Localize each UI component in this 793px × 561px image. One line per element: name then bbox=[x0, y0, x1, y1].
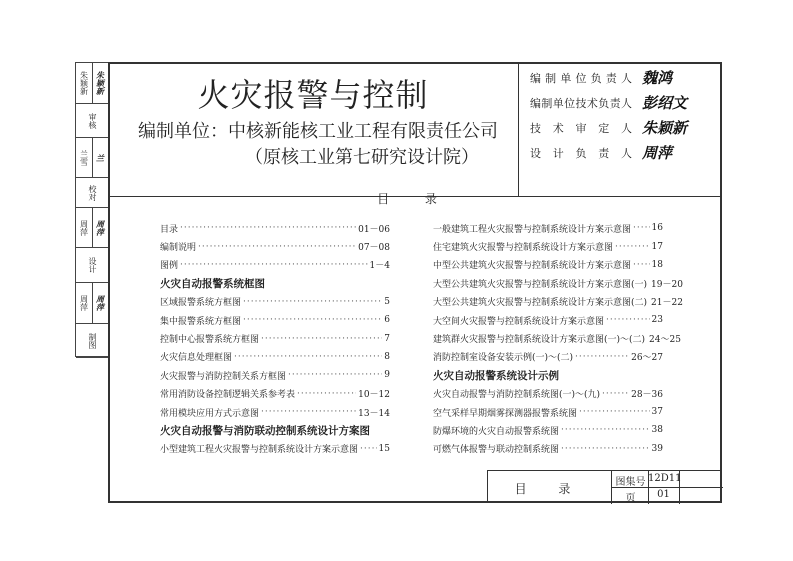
sheet-name: 目 录 bbox=[514, 482, 585, 496]
toc-entry[interactable] bbox=[433, 403, 663, 421]
atlas-number-label: 图集号 bbox=[615, 477, 646, 488]
toc-entry-label: 编制说明 bbox=[160, 243, 197, 254]
toc-entry-label: 一般建筑工程火灾报警与控制系统设计方案示意图 bbox=[433, 224, 632, 235]
toc-entry-page: 28－36 bbox=[631, 390, 663, 401]
compiling-unit-former: （原核工业第七研究设计院） bbox=[245, 147, 479, 168]
toc-entry-page: 8 bbox=[384, 351, 390, 362]
toc-entry[interactable] bbox=[433, 274, 683, 292]
sidebar-label: 周萍 bbox=[79, 219, 89, 236]
responsible-role: 编 制 单 位 技 术 负 责 人 bbox=[530, 97, 632, 110]
toc-entry-page: 7 bbox=[384, 333, 390, 344]
document-title: 火灾报警与控制 bbox=[197, 76, 429, 114]
divider bbox=[518, 62, 519, 197]
toc-entry-label: 常用模块应用方式示意图 bbox=[160, 408, 260, 419]
toc-title: 目 录 bbox=[377, 192, 453, 206]
atlas-number: 12D11 bbox=[648, 473, 682, 484]
toc-entry-label: 大型公共建筑火灾报警与控制系统设计方案示意图(二) bbox=[433, 298, 648, 309]
toc-entry-page: 9 bbox=[384, 370, 390, 381]
toc-entry-page: 10－12 bbox=[358, 390, 390, 401]
toc-entry-label: 目录 bbox=[160, 224, 179, 235]
toc-entry-page: 38 bbox=[651, 425, 663, 436]
toc-entry-label: 大型公共建筑火灾报警与控制系统设计方案示意图(一) bbox=[433, 279, 648, 290]
toc-entry-label: 区域报警系统方框图 bbox=[160, 298, 242, 309]
toc-entry[interactable] bbox=[160, 403, 390, 421]
handwritten-signature: 朱颖新 bbox=[642, 119, 688, 137]
sidebar-label: 设计 bbox=[88, 257, 97, 273]
toc-entry-page: 39 bbox=[651, 443, 663, 454]
toc-entry[interactable] bbox=[160, 329, 390, 347]
toc-entry-page: 13－14 bbox=[358, 408, 390, 419]
toc-entry[interactable] bbox=[433, 237, 663, 255]
toc-entry[interactable] bbox=[433, 385, 663, 403]
leader-dots bbox=[261, 407, 356, 417]
compiling-unit: 编制单位：中核新能核工业工程有限责任公司 bbox=[138, 121, 498, 142]
toc-entry-label: 防爆环境的火灾自动报警系统图 bbox=[433, 426, 560, 437]
page-label: 页 bbox=[625, 493, 636, 504]
toc-entry-page: 26～27 bbox=[631, 353, 663, 364]
toc-entry[interactable] bbox=[160, 293, 390, 311]
toc-entry-page: 5 bbox=[384, 296, 390, 307]
toc-entry[interactable] bbox=[433, 256, 663, 274]
toc-entry-label: 大空间火灾报警与控制系统设计方案示意图 bbox=[433, 316, 605, 327]
leader-dots bbox=[261, 334, 382, 344]
leader-dots bbox=[180, 260, 368, 270]
toc-entry-page: 16 bbox=[651, 223, 663, 234]
sidebar-signature: 兰 bbox=[95, 153, 106, 162]
leader-dots bbox=[234, 352, 382, 362]
leader-dots bbox=[561, 444, 650, 454]
sidebar-cell bbox=[76, 63, 109, 104]
toc-entry-page: 19－20 bbox=[651, 279, 683, 290]
toc-entry-label: 消防控制室设备安装示例(一)～(二) bbox=[433, 353, 574, 364]
toc-entry-label: 空气采样早期烟雾探测器报警系统图 bbox=[433, 408, 578, 419]
leader-dots bbox=[561, 425, 650, 435]
toc-entry[interactable] bbox=[433, 421, 663, 439]
page-number: 01 bbox=[657, 489, 670, 500]
toc-entry[interactable] bbox=[160, 348, 390, 366]
toc-entry[interactable] bbox=[160, 219, 390, 237]
toc-entry-page: 1－4 bbox=[369, 261, 390, 272]
toc-entry-page: 23 bbox=[651, 315, 663, 326]
toc-entry[interactable] bbox=[433, 329, 681, 347]
toc-entry-label: 可燃气体报警与联动控制系统图 bbox=[433, 445, 560, 456]
toc-entry[interactable] bbox=[160, 440, 390, 458]
sidebar-cell bbox=[76, 248, 109, 283]
toc-entry-label: 图例 bbox=[160, 261, 179, 272]
toc-entry[interactable] bbox=[160, 366, 390, 384]
leader-dots bbox=[579, 407, 650, 417]
toc-entry-label: 控制中心报警系统方框图 bbox=[160, 335, 260, 346]
handwritten-signature: 周萍 bbox=[642, 144, 673, 162]
toc-entry[interactable] bbox=[160, 237, 390, 255]
toc-entry-page: 18 bbox=[651, 259, 663, 270]
responsible-role: 编 制 单 位 负 责 人 bbox=[530, 72, 632, 85]
toc-entry-label: 集中报警系统方框图 bbox=[160, 316, 242, 327]
handwritten-signature: 彭绍文 bbox=[642, 94, 688, 112]
toc-entry[interactable] bbox=[433, 293, 683, 311]
sidebar-cell bbox=[76, 104, 109, 138]
toc-entry-label: 火灾报警与消防控制关系方框图 bbox=[160, 371, 287, 382]
toc-section-heading: 火灾自动报警与消防联动控制系统设计方案图 bbox=[160, 424, 370, 437]
sidebar-signature: 周萍 bbox=[95, 219, 106, 236]
toc-entry[interactable] bbox=[160, 256, 390, 274]
toc-entry-page: 17 bbox=[651, 241, 663, 252]
signature-strip bbox=[75, 62, 109, 357]
responsible-role: 设 计 负 责 人 bbox=[530, 147, 632, 160]
toc-entry-page: 21－22 bbox=[651, 298, 683, 309]
leader-dots bbox=[602, 389, 629, 399]
toc-entry-label: 火灾自动报警与消防控制系统图(一)～(九) bbox=[433, 390, 601, 401]
handwritten-signature: 魏鸿 bbox=[642, 69, 673, 87]
leader-dots bbox=[243, 297, 382, 307]
toc-entry-label: 火灾信息处理框图 bbox=[160, 353, 233, 364]
toc-right-column bbox=[433, 219, 683, 458]
sidebar-label: 朱颖新 bbox=[79, 71, 89, 95]
sidebar-label: 制图 bbox=[88, 332, 97, 349]
toc-section-heading: 火灾自动报警系统设计示例 bbox=[433, 369, 559, 382]
toc-entry[interactable] bbox=[433, 348, 663, 366]
toc-entry-page: 07－08 bbox=[358, 243, 390, 254]
toc-entry-label: 建筑群火灾报警与控制系统设计方案示意图(一)～(二) bbox=[433, 335, 646, 346]
toc-left-column bbox=[160, 219, 390, 458]
sidebar-label: 审核 bbox=[88, 112, 97, 129]
sidebar-signature: 周萍 bbox=[95, 295, 106, 311]
toc-entry-label: 小型建筑工程火灾报警与控制系统设计方案示意图 bbox=[160, 445, 359, 456]
toc-entry-page: 01－06 bbox=[358, 224, 390, 235]
toc-section-heading: 火灾自动报警系统框图 bbox=[160, 277, 265, 290]
leader-dots bbox=[633, 223, 650, 233]
leader-dots bbox=[606, 315, 650, 325]
leader-dots bbox=[575, 352, 629, 362]
toc-entry-page: 15 bbox=[378, 443, 390, 454]
toc-entry[interactable] bbox=[433, 311, 663, 329]
toc-entry-label: 常用消防设备控制逻辑关系参考表 bbox=[160, 390, 296, 401]
toc-entry-page: 24～25 bbox=[649, 335, 681, 346]
toc-entry[interactable] bbox=[433, 219, 663, 237]
leader-dots bbox=[288, 370, 382, 380]
sidebar-label: 兰雪 bbox=[79, 149, 89, 166]
toc-entry[interactable] bbox=[160, 385, 390, 403]
sidebar-cell bbox=[76, 283, 109, 324]
sidebar-cell bbox=[76, 138, 109, 178]
title-block bbox=[487, 470, 722, 503]
sidebar-signature: 朱颖新 bbox=[95, 71, 106, 95]
sidebar-cell bbox=[76, 208, 109, 248]
responsible-role: 技 术 审 定 人 bbox=[530, 122, 632, 135]
leader-dots bbox=[180, 223, 356, 233]
sidebar-cell bbox=[76, 324, 109, 358]
leader-dots bbox=[243, 315, 382, 325]
toc-entry-label: 住宅建筑火灾报警与控制系统设计方案示意图 bbox=[433, 243, 614, 254]
leader-dots bbox=[633, 260, 650, 270]
toc-entry-label: 中型公共建筑火灾报警与控制系统设计方案示意图 bbox=[433, 261, 632, 272]
sidebar-cell bbox=[76, 178, 109, 208]
toc-entry[interactable] bbox=[433, 440, 663, 458]
leader-dots bbox=[198, 242, 356, 252]
leader-dots bbox=[360, 444, 377, 454]
leader-dots bbox=[615, 242, 650, 252]
toc-entry[interactable] bbox=[160, 311, 390, 329]
sidebar-label: 周萍 bbox=[79, 295, 89, 311]
sidebar-label: 校对 bbox=[88, 184, 97, 201]
toc-entry-page: 6 bbox=[384, 315, 390, 326]
leader-dots bbox=[297, 389, 356, 399]
toc-entry-page: 37 bbox=[651, 407, 663, 418]
